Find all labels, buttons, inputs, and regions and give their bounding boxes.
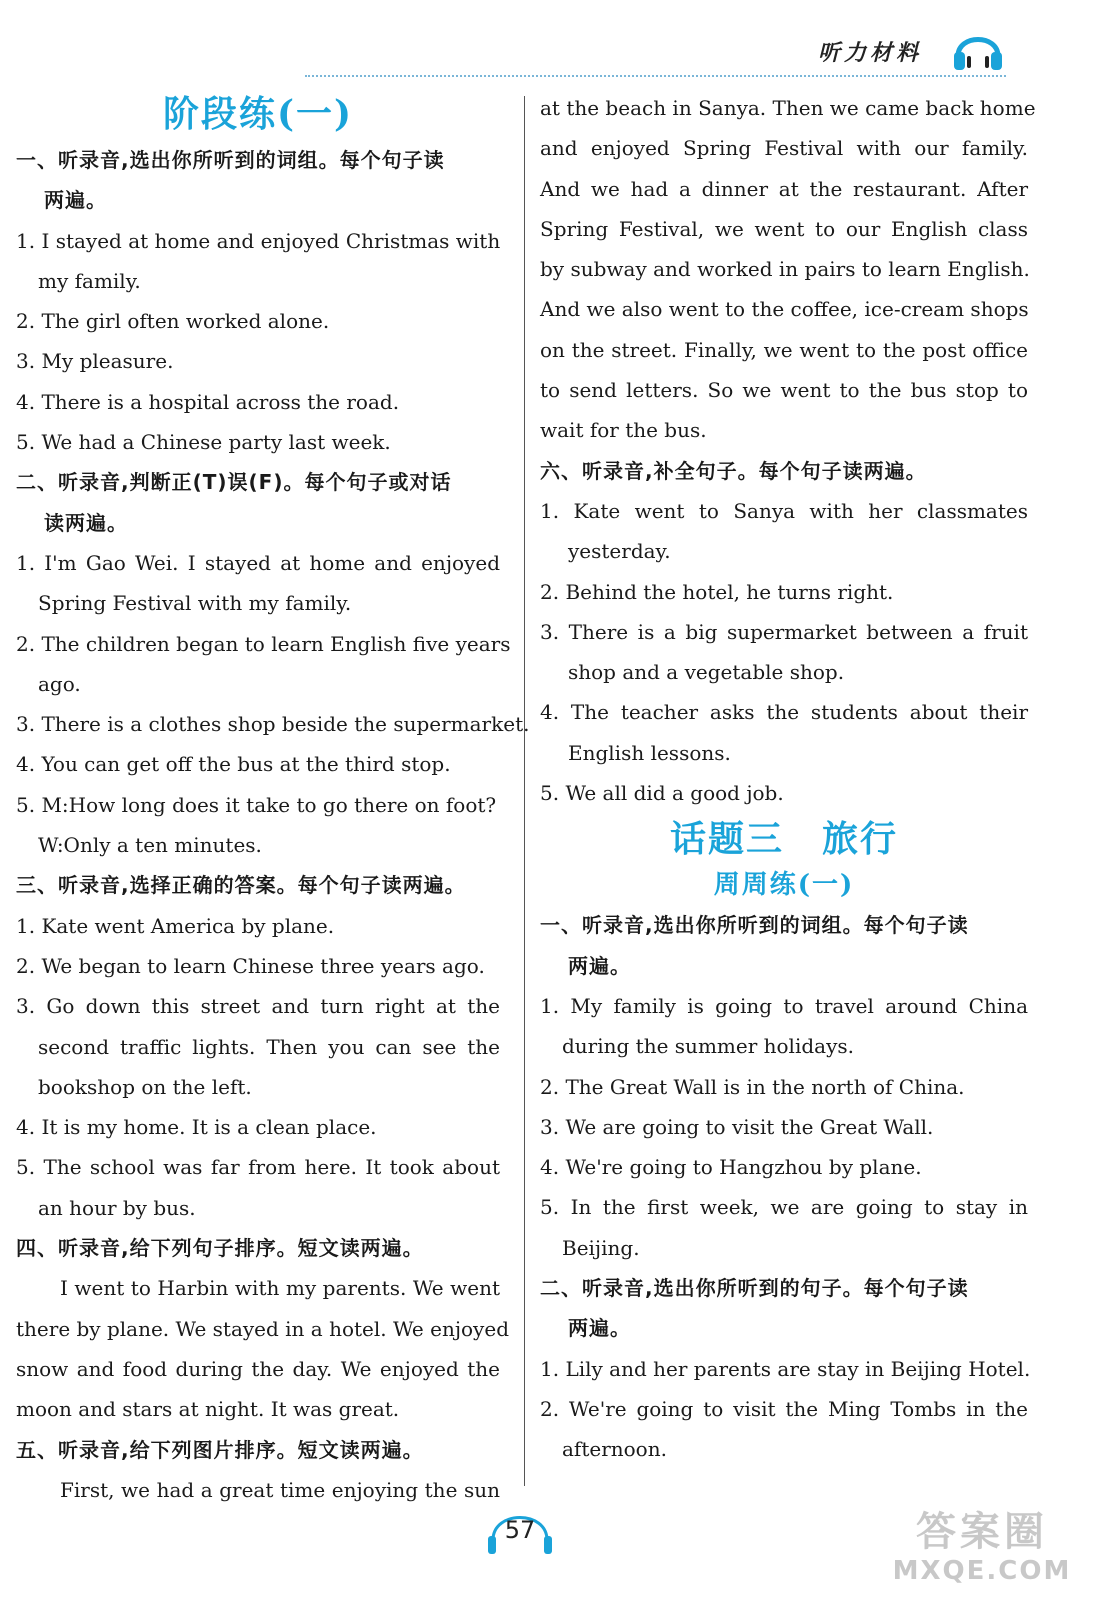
section-1-heading: 一、听录音,选出你所听到的词组。每个句子读 <box>540 913 969 938</box>
list-item: 5. M:How long does it take to go there on foot? <box>16 792 497 817</box>
list-item: 3. My pleasure. <box>16 349 174 374</box>
list-item: 3. Go down this street and turn right at the <box>16 994 500 1019</box>
list-item: 4. The teacher asks the students about their <box>540 700 1028 725</box>
list-item: 1. My family is going to travel around China <box>540 993 1028 1018</box>
list-item-cont: yesterday. <box>568 539 671 564</box>
section-1-heading-cont: 两遍。 <box>44 188 107 213</box>
watermark-bottom-text: MXQE.COM <box>892 1556 1072 1586</box>
list-item: 3. There is a clothes shop beside the supermarket. <box>16 712 530 737</box>
list-item: 5. We had a Chinese party last week. <box>16 430 391 455</box>
list-item-cont: Beijing. <box>562 1235 640 1260</box>
list-item: 3. There is a big supermarket between a fruit <box>540 619 1028 644</box>
list-item-cont: English lessons. <box>568 740 731 765</box>
list-item: 1. Kate went America by plane. <box>16 913 335 938</box>
list-item: 2. Behind the hotel, he turns right. <box>540 579 894 604</box>
passage-line: Spring Festival, we went to our English class <box>540 216 1028 241</box>
list-item-cont: during the summer holidays. <box>562 1034 854 1059</box>
section-header-title: 听力材料 <box>817 41 922 66</box>
list-item: 5. In the first week, we are going to stay in <box>540 1195 1028 1220</box>
passage-line: And we also went to the coffee, ice-cream shops <box>540 297 1029 322</box>
section-6-heading: 六、听录音,补全句子。每个句子读两遍。 <box>540 458 927 483</box>
passage-line: snow and food during the day. We enjoyed the <box>16 1356 500 1381</box>
watermark-logo <box>882 1508 1082 1594</box>
header-dotted-rule <box>305 75 1006 77</box>
topic-title: 话题三 旅行 <box>669 818 898 861</box>
passage-line: And we had a dinner at the restaurant. After <box>540 176 1028 201</box>
section-2-heading: 二、听录音,选出你所听到的句子。每个句子读 <box>540 1276 969 1301</box>
passage-line: I went to Harbin with my parents. We went <box>60 1276 500 1301</box>
list-item-cont: W:Only a ten minutes. <box>38 833 262 858</box>
section-3-heading: 三、听录音,选择正确的答案。每个句子读两遍。 <box>16 873 466 898</box>
list-item-cont: bookshop on the left. <box>38 1074 252 1099</box>
page-number-badge <box>485 1500 555 1560</box>
list-item: 1. Lily and her parents are stay in Beijing Hotel. <box>540 1356 1031 1381</box>
list-item-cont: second traffic lights. Then you can see the <box>38 1034 500 1059</box>
list-item-cont: Spring Festival with my family. <box>38 591 352 616</box>
list-item-cont: an hour by bus. <box>38 1195 196 1220</box>
list-item: 2. The children began to learn English five years <box>16 631 511 656</box>
list-item-cont: afternoon. <box>562 1437 667 1462</box>
passage-line: to send letters. So we went to the bus stop to <box>540 378 1028 403</box>
left-column <box>16 88 530 1510</box>
watermark-top-text: 答案圈 <box>916 1509 1048 1555</box>
passage-line: moon and stars at night. It was great. <box>16 1397 400 1422</box>
list-item-cont: ago. <box>38 671 81 696</box>
list-item-cont: my family. <box>38 268 141 293</box>
section-2-heading-cont: 两遍。 <box>568 1316 631 1341</box>
column-divider <box>524 96 525 1486</box>
list-item-cont: shop and a vegetable shop. <box>568 660 845 685</box>
list-item: 1. I'm Gao Wei. I stayed at home and enjoyed <box>16 550 500 575</box>
list-item: 2. The girl often worked alone. <box>16 309 330 334</box>
section-4-heading: 四、听录音,给下列句子排序。短文读两遍。 <box>16 1236 424 1261</box>
right-column <box>540 88 1036 1470</box>
passage-line: First, we had a great time enjoying the sun <box>60 1477 500 1502</box>
weekly-practice-title: 周周练(一) <box>713 870 855 901</box>
passage-line: on the street. Finally, we went to the post office <box>540 337 1028 362</box>
list-item: 4. It is my home. It is a clean place. <box>16 1115 377 1140</box>
section-2-heading-cont: 读两遍。 <box>44 510 128 535</box>
stage-practice-title: 阶段练(一) <box>162 93 354 135</box>
passage-line: by subway and worked in pairs to learn English. <box>540 257 1030 282</box>
list-item: 1. I stayed at home and enjoyed Christmas with <box>16 228 501 253</box>
headphones-icon <box>950 22 1006 78</box>
page-number: 57 <box>504 1516 536 1544</box>
passage-line: at the beach in Sanya. Then we came back home <box>540 96 1036 120</box>
section-1-heading: 一、听录音,选出你所听到的词组。每个句子读 <box>16 148 445 172</box>
list-item: 4. There is a hospital across the road. <box>16 389 400 414</box>
section-5-heading: 五、听录音,给下列图片排序。短文读两遍。 <box>16 1437 424 1462</box>
list-item: 2. We began to learn Chinese three years ago. <box>16 953 485 978</box>
list-item: 2. We're going to visit the Ming Tombs in the <box>540 1396 1028 1421</box>
section-2-heading: 二、听录音,判断正(T)误(F)。每个句子或对话 <box>16 470 452 495</box>
list-item: 1. Kate went to Sanya with her classmates <box>540 498 1028 523</box>
passage-line: and enjoyed Spring Festival with our family. <box>540 136 1028 161</box>
passage-line: there by plane. We stayed in a hotel. We enjoyed <box>16 1316 509 1341</box>
section-1-heading-cont: 两遍。 <box>568 953 631 978</box>
list-item: 4. You can get off the bus at the third stop. <box>16 752 451 777</box>
list-item: 5. We all did a good job. <box>540 781 784 806</box>
list-item: 5. The school was far from here. It took about <box>16 1155 500 1180</box>
list-item: 3. We are going to visit the Great Wall. <box>540 1114 934 1139</box>
passage-line: wait for the bus. <box>540 418 707 443</box>
list-item: 2. The Great Wall is in the north of China. <box>540 1074 965 1099</box>
list-item: 4. We're going to Hangzhou by plane. <box>540 1155 922 1180</box>
